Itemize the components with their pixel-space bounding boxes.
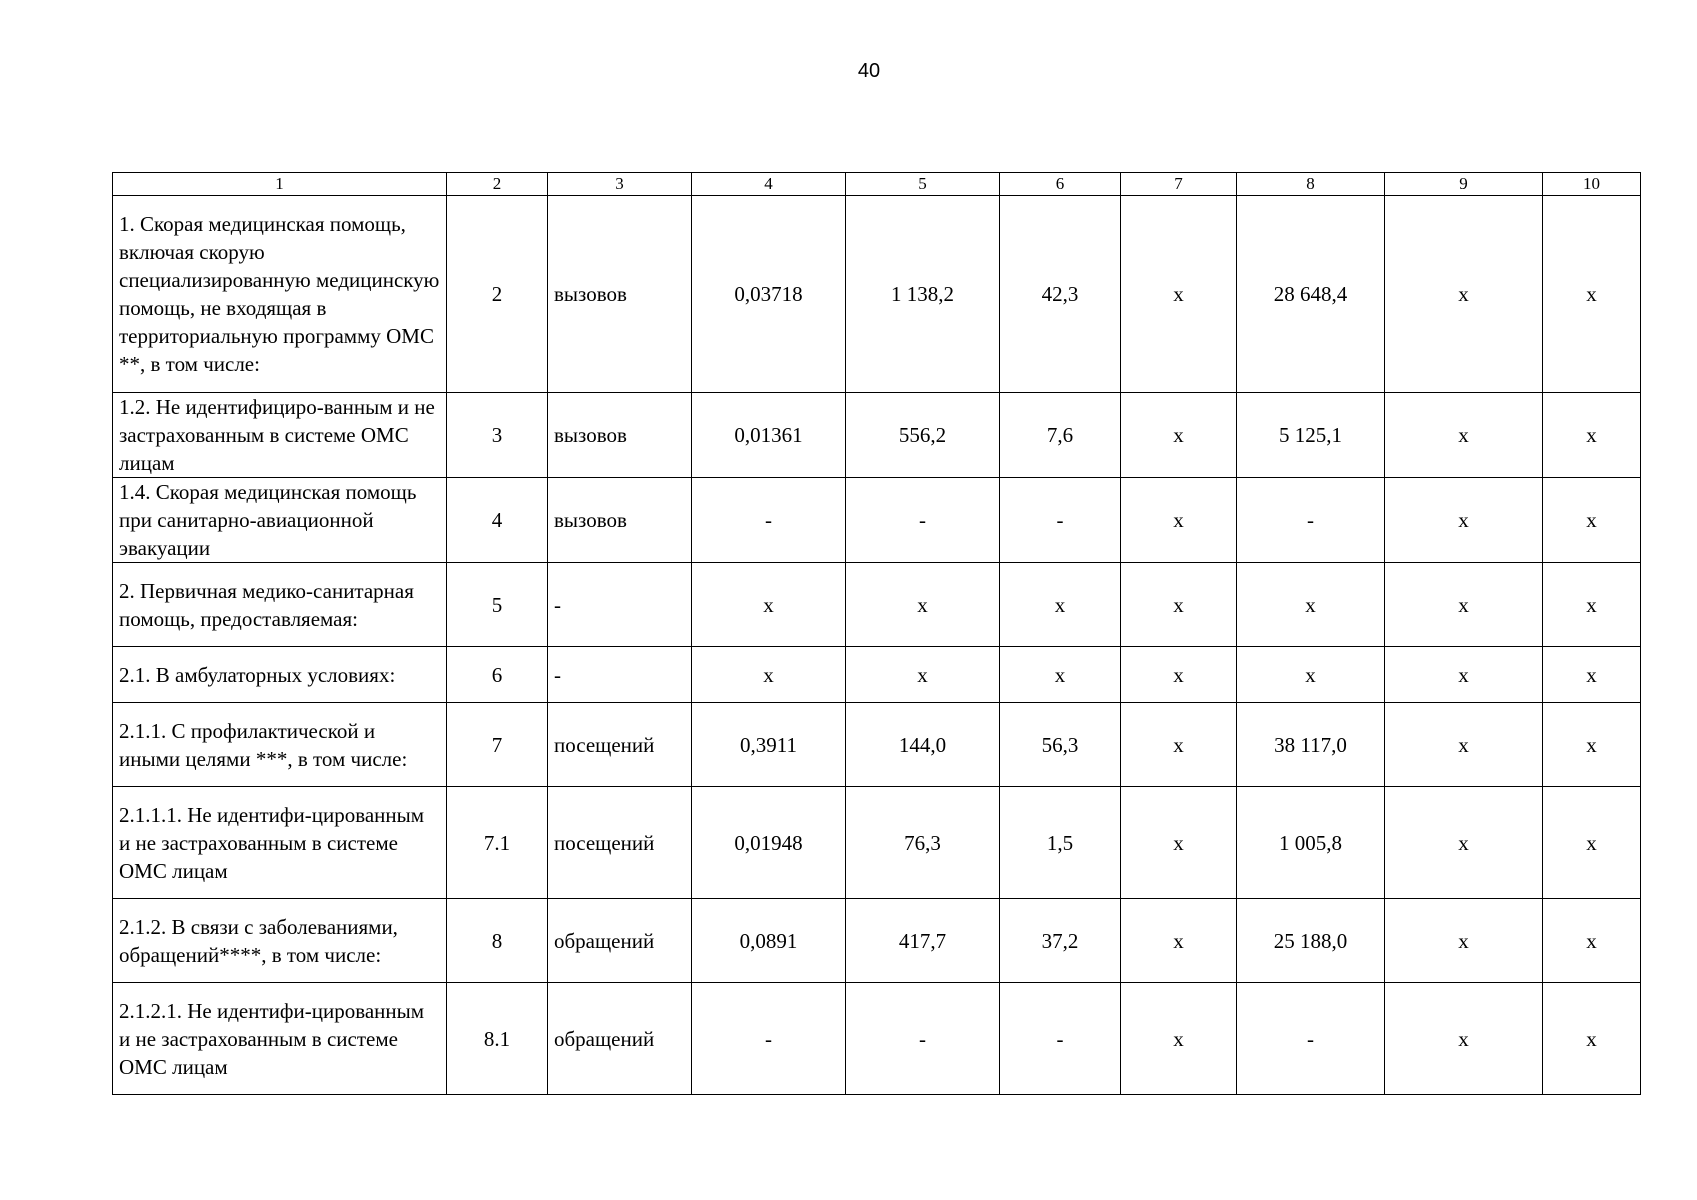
row-cell-col-5: х [846,563,1000,647]
column-header-1: 1 [113,173,447,196]
column-header-5: 5 [846,173,1000,196]
row-cell-col-4: 0,01948 [692,787,846,899]
row-cell-col-3: обращений [548,899,692,983]
row-cell-col-10: х [1543,899,1641,983]
row-cell-col-10: х [1543,478,1641,563]
row-cell-col-9: х [1385,478,1543,563]
table-row [113,983,1641,1095]
row-cell-col-7: х [1121,196,1237,393]
row-cell-col-7: х [1121,787,1237,899]
row-cell-col-3: посещений [548,703,692,787]
table-row [113,196,1641,393]
row-cell-col-4: 0,3911 [692,703,846,787]
data-table [112,172,1641,1095]
column-header-2: 2 [447,173,548,196]
table-row [113,478,1641,563]
table-row [113,899,1641,983]
row-cell-col-6: х [1000,563,1121,647]
row-cell-col-8: х [1237,647,1385,703]
row-cell-col-8: х [1237,563,1385,647]
column-header-9: 9 [1385,173,1543,196]
row-cell-col-9: х [1385,563,1543,647]
row-cell-col-2: 2 [447,196,548,393]
header-row [113,173,1641,196]
row-cell-col-5: х [846,647,1000,703]
row-cell-col-8: 5 125,1 [1237,393,1385,478]
row-cell-col-10: х [1543,703,1641,787]
page-number: 40 [857,60,881,82]
row-cell-col-2: 8.1 [447,983,548,1095]
row-cell-col-7: х [1121,563,1237,647]
row-cell-col-6: 37,2 [1000,899,1121,983]
table-row [113,787,1641,899]
row-cell-col-9: х [1385,787,1543,899]
column-header-7: 7 [1121,173,1237,196]
row-cell-col-9: х [1385,983,1543,1095]
row-cell-col-2: 5 [447,563,548,647]
table-row [113,647,1641,703]
row-name-cell: 2. Первичная медико-санитарная помощь, предоставляемая: [113,563,447,647]
row-cell-col-8: - [1237,478,1385,563]
row-cell-col-9: х [1385,196,1543,393]
column-header-8: 8 [1237,173,1385,196]
row-cell-col-10: х [1543,787,1641,899]
row-cell-col-6: 42,3 [1000,196,1121,393]
row-cell-col-5: 76,3 [846,787,1000,899]
row-cell-col-5: 417,7 [846,899,1000,983]
table-row [113,393,1641,478]
row-cell-col-4: 0,03718 [692,196,846,393]
row-cell-col-2: 6 [447,647,548,703]
row-cell-col-9: х [1385,899,1543,983]
row-cell-col-3: - [548,647,692,703]
row-cell-col-7: х [1121,647,1237,703]
row-cell-col-7: х [1121,899,1237,983]
row-cell-col-2: 3 [447,393,548,478]
row-name-cell: 1.2. Не идентифициро-ванным и не застрахованным в системе ОМС лицам [113,393,447,478]
row-cell-col-9: х [1385,647,1543,703]
row-cell-col-4: х [692,563,846,647]
table-row [113,703,1641,787]
row-cell-col-5: - [846,478,1000,563]
row-cell-col-6: - [1000,478,1121,563]
row-cell-col-5: 1 138,2 [846,196,1000,393]
row-cell-col-3: посещений [548,787,692,899]
row-cell-col-6: х [1000,647,1121,703]
column-header-10: 10 [1543,173,1641,196]
row-cell-col-6: 1,5 [1000,787,1121,899]
row-cell-col-7: х [1121,478,1237,563]
row-cell-col-9: х [1385,703,1543,787]
row-cell-col-5: 144,0 [846,703,1000,787]
row-cell-col-4: х [692,647,846,703]
row-cell-col-4: - [692,478,846,563]
row-cell-col-10: х [1543,393,1641,478]
row-cell-col-6: 7,6 [1000,393,1121,478]
row-cell-col-4: - [692,983,846,1095]
row-name-cell: 2.1.2. В связи с заболеваниями, обращений****, в том числе: [113,899,447,983]
row-cell-col-8: - [1237,983,1385,1095]
row-cell-col-9: х [1385,393,1543,478]
row-cell-col-5: 556,2 [846,393,1000,478]
row-cell-col-8: 28 648,4 [1237,196,1385,393]
row-cell-col-3: вызовов [548,478,692,563]
row-cell-col-2: 7.1 [447,787,548,899]
row-cell-col-8: 38 117,0 [1237,703,1385,787]
row-cell-col-4: 0,01361 [692,393,846,478]
row-cell-col-2: 7 [447,703,548,787]
row-cell-col-2: 8 [447,899,548,983]
row-cell-col-7: х [1121,983,1237,1095]
table-row [113,563,1641,647]
row-cell-col-4: 0,0891 [692,899,846,983]
row-cell-col-5: - [846,983,1000,1095]
row-name-cell: 1.4. Скорая медицинская помощь при санитарно-авиационной эвакуации [113,478,447,563]
row-name-cell: 2.1.1. С профилактической и иными целями ***, в том числе: [113,703,447,787]
row-cell-col-10: х [1543,983,1641,1095]
row-cell-col-6: 56,3 [1000,703,1121,787]
row-name-cell: 2.1. В амбулаторных условиях: [113,647,447,703]
row-cell-col-3: вызовов [548,196,692,393]
column-header-3: 3 [548,173,692,196]
row-cell-col-3: вызовов [548,393,692,478]
row-name-cell: 2.1.2.1. Не идентифи-цированным и не застрахованным в системе ОМС лицам [113,983,447,1095]
row-cell-col-10: х [1543,647,1641,703]
row-cell-col-10: х [1543,196,1641,393]
column-header-6: 6 [1000,173,1121,196]
column-header-4: 4 [692,173,846,196]
row-cell-col-3: - [548,563,692,647]
row-cell-col-3: обращений [548,983,692,1095]
row-name-cell: 1. Скорая медицинская помощь, включая скорую специализированную медицинскую помощь, не входящая в территориальную программу ОМС **, в том числе: [113,196,447,393]
row-cell-col-6: - [1000,983,1121,1095]
row-cell-col-2: 4 [447,478,548,563]
row-cell-col-10: х [1543,563,1641,647]
row-name-cell: 2.1.1.1. Не идентифи-цированным и не застрахованным в системе ОМС лицам [113,787,447,899]
row-cell-col-8: 1 005,8 [1237,787,1385,899]
row-cell-col-7: х [1121,393,1237,478]
row-cell-col-7: х [1121,703,1237,787]
row-cell-col-8: 25 188,0 [1237,899,1385,983]
